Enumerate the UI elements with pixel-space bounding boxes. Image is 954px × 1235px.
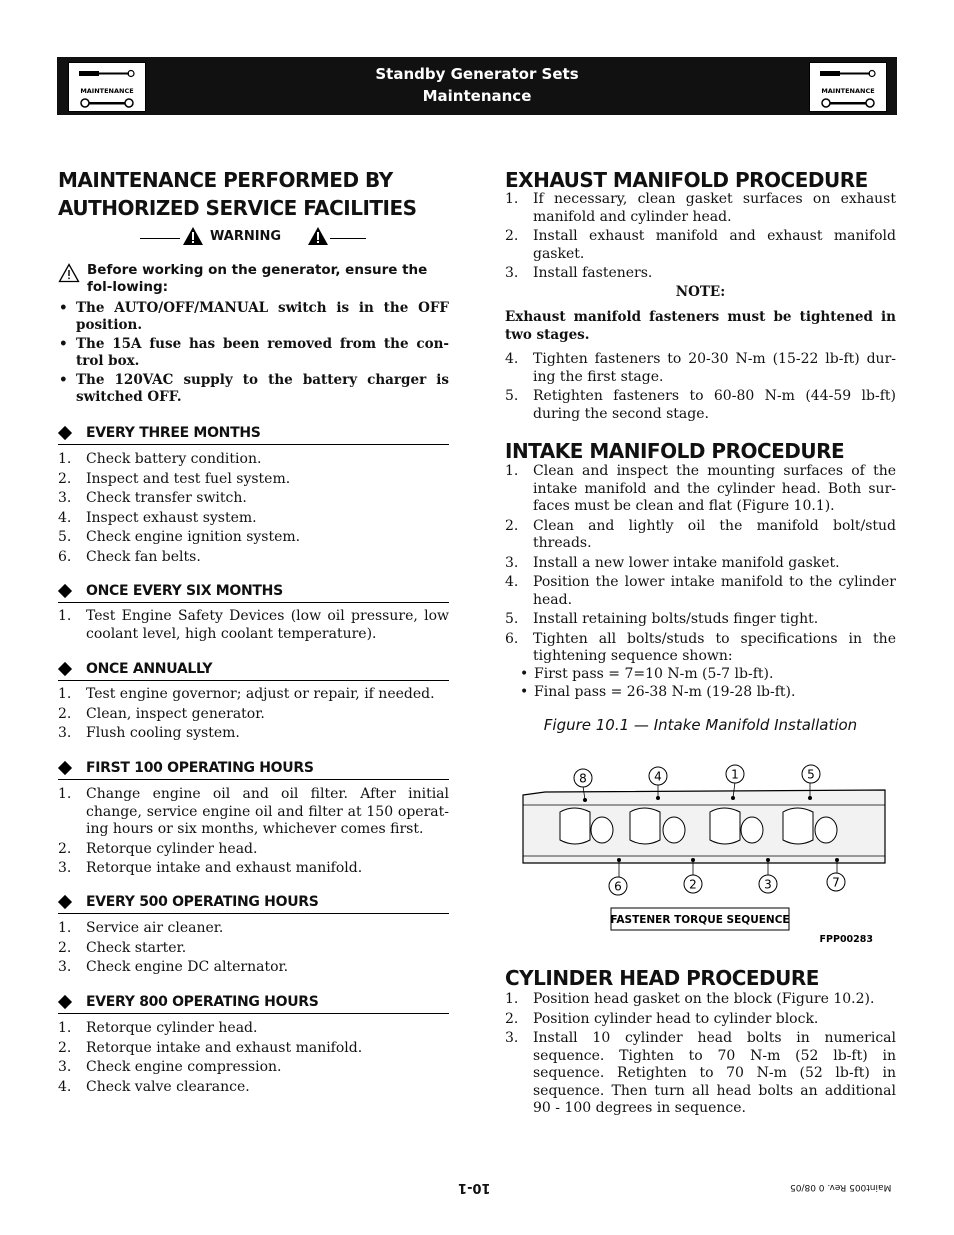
list-item: 2. Retorque intake and exhaust manifold. (58, 1039, 363, 1056)
diamond-bullet-icon (58, 761, 72, 775)
section-title: EVERY 500 OPERATING HOURS (86, 894, 319, 910)
callout-4 (649, 767, 667, 785)
callout-7 (827, 873, 845, 891)
section-heading-first-100-hours (58, 759, 449, 780)
note-title: NOTE: (675, 284, 726, 300)
exhaust-heading (505, 166, 896, 194)
section-heading-three-months (58, 424, 449, 445)
figure-code: FPP00283 (819, 934, 873, 945)
diamond-bullet-icon (58, 426, 72, 440)
list-item: 1. Test engine governor; adjust or repair, if needed. (58, 686, 435, 702)
fastener-torque-label: FASTENER TORQUE SEQUENCE (610, 914, 790, 926)
list-item: 5. Retighten fasteners to 60-80 N-m (44-59 lb-ft) during the second stage. (505, 388, 896, 422)
list-item: 1. Position head gasket on the block (Figure 10.2). (505, 991, 875, 1007)
svg-text:3: 3 (764, 877, 772, 892)
warning-text-body: Before working on the generator, ensure the fol-lowing: (87, 262, 428, 295)
torque-pass-list (520, 665, 795, 701)
diamond-bullet-icon (58, 995, 72, 1009)
maintenance-badge-right (809, 62, 887, 112)
figure-caption: Figure 10.1 — Intake Manifold Installation (543, 716, 858, 734)
list-item: 5. Install retaining bolts/studs finger tight. (505, 611, 819, 627)
page-number: 10-1 (458, 1180, 491, 1195)
warning-rule-right (330, 238, 366, 239)
left-heading (58, 166, 449, 222)
list-item: 3. Retorque intake and exhaust manifold. (58, 860, 363, 876)
diamond-bullet-icon (58, 895, 72, 909)
list-item: 2. Check starter. (58, 939, 187, 956)
heading-line1: MAINTENANCE PERFORMED BY (58, 168, 393, 192)
list-item: 2. Clean and lightly oil the manifold bolt/stud threads. (505, 517, 896, 551)
cylinder-title: CYLINDER HEAD PROCEDURE (505, 966, 819, 990)
warning-label: WARNING (210, 229, 282, 244)
cylinder-list (505, 991, 896, 1120)
intake-manifold-figure (505, 760, 896, 950)
annually-list (58, 686, 449, 745)
callout-3 (759, 875, 777, 893)
section-title: EVERY 800 OPERATING HOURS (86, 994, 319, 1010)
badge-label: MAINTENANCE (821, 87, 875, 95)
heading-line2: AUTHORIZED SERVICE FACILITIES (58, 196, 417, 220)
revision-code: Maint005 Rev. 0 08/05 (790, 1182, 892, 1192)
svg-text:2: 2 (689, 877, 697, 892)
warning-triangle-icon (307, 226, 329, 246)
list-item: • First pass = 7=10 N-m (5-7 lb-ft). (520, 665, 795, 683)
six-months-list (58, 608, 449, 645)
warning-rule-left (140, 238, 180, 239)
svg-text:7: 7 (832, 875, 840, 890)
exhaust-title: EXHAUST MANIFOLD PROCEDURE (505, 168, 868, 192)
warning-banner (140, 223, 370, 249)
warning-text (58, 262, 449, 296)
section-heading-500-hours (58, 893, 449, 914)
warning-bullet: • The 120VAC supply to the battery charger is switched OFF. (58, 372, 449, 406)
list-item: 2. Inspect and test fuel system. (58, 470, 291, 487)
warning-triangle-icon (182, 226, 204, 246)
callout-8 (574, 769, 592, 787)
list-item: 3. Install 10 cylinder head bolts in numerical sequence. Tighten to 70 N-m (52 lb-ft) in sequence. Retighten to 70 N-m (52 lb-ft) in sequence. Then turn all head bolts an additional 90 - 100 degrees in sequence. (505, 1030, 896, 1116)
list-item: 1. Clean and inspect the mounting surfaces of the intake manifold and the cylinder head. Both sur-faces must be clean and flat (Figure 10.1). (505, 463, 896, 514)
section-title: FIRST 100 OPERATING HOURS (86, 760, 314, 776)
svg-text:6: 6 (614, 879, 622, 894)
section-title: EVERY THREE MONTHS (86, 425, 261, 441)
list-item: 1. Change engine oil and oil filter. After initial change, service engine oil and filter at 150 operat-ing hours or six months, whichever comes first. (58, 786, 449, 837)
list-item: 1. Service air cleaner. (58, 920, 224, 936)
list-item: 3. Check engine DC alternator. (58, 959, 289, 975)
diamond-bullet-icon (58, 662, 72, 676)
list-item: 2. Clean, inspect generator. (58, 705, 265, 722)
section-heading-six-months (58, 582, 449, 603)
header-line2: Maintenance (422, 87, 532, 105)
warning-bullet: • The AUTO/OFF/MANUAL switch is in the OFF position. (58, 300, 449, 334)
diamond-bullet-icon (58, 584, 72, 598)
three-months-list (58, 451, 449, 568)
list-item: 3. Check transfer switch. (58, 490, 247, 506)
warning-bullets (58, 300, 449, 408)
section-title: ONCE EVERY SIX MONTHS (86, 583, 283, 599)
svg-text:8: 8 (579, 771, 587, 786)
warning-bullet: • The 15A fuse has been removed from the con-trol box. (58, 336, 449, 370)
section-title: ONCE ANNUALLY (86, 661, 213, 677)
exhaust-list-continued (505, 351, 896, 425)
list-item: 4. Tighten fasteners to 20-30 N-m (15-22 lb-ft) dur-ing the first stage. (505, 351, 896, 385)
intake-list (505, 463, 896, 668)
section-heading-annually (58, 660, 449, 681)
list-item: 4. Position the lower intake manifold to the cylinder head. (505, 574, 896, 608)
500-hours-list (58, 920, 449, 979)
svg-text:5: 5 (807, 767, 815, 782)
list-item: 3. Flush cooling system. (58, 725, 240, 741)
list-item: 3. Install a new lower intake manifold gasket. (505, 554, 840, 571)
intake-heading (505, 437, 896, 465)
list-item: 5. Check engine ignition system. (58, 529, 301, 545)
list-item: 2. Position cylinder head to cylinder block. (505, 1010, 819, 1027)
callout-2 (684, 875, 702, 893)
caution-triangle-icon (58, 263, 80, 283)
exhaust-list (505, 191, 896, 285)
badge-label: MAINTENANCE (80, 87, 134, 95)
list-item: 3. Install fasteners. (505, 265, 653, 281)
list-item: 6. Tighten all bolts/studs to specifications in the tightening sequence shown: (505, 630, 896, 664)
list-item: 1. Retorque cylinder head. (58, 1020, 258, 1036)
first-100-hours-list (58, 786, 449, 880)
page-header (57, 57, 897, 115)
list-item: 2. Install exhaust manifold and exhaust manifold gasket. (505, 228, 896, 262)
list-item: 6. Check fan belts. (58, 548, 201, 565)
cylinder-heading (505, 964, 896, 992)
svg-text:4: 4 (654, 769, 662, 784)
svg-text:1: 1 (731, 767, 739, 782)
callout-6 (609, 877, 627, 895)
list-item: 4. Inspect exhaust system. (58, 509, 257, 526)
intake-title: INTAKE MANIFOLD PROCEDURE (505, 439, 845, 463)
header-title (57, 63, 897, 107)
list-item: • Final pass = 26-38 N-m (19-28 lb-ft). (520, 683, 795, 701)
note-text: Exhaust manifold fasteners must be tightened in two stages. (505, 309, 896, 343)
list-item: 2. Retorque cylinder head. (58, 840, 258, 857)
list-item: 1. If necessary, clean gasket surfaces on exhaust manifold and cylinder head. (505, 191, 896, 225)
list-item: 4. Check valve clearance. (58, 1078, 250, 1095)
list-item: 3. Check engine compression. (58, 1059, 282, 1075)
callout-1 (726, 765, 744, 783)
list-item: 1. Test Engine Safety Devices (low oil pressure, low coolant level, high coolant temperature). (58, 608, 449, 642)
section-heading-800-hours (58, 993, 449, 1014)
callout-5 (802, 765, 820, 783)
list-item: 1. Check battery condition. (58, 451, 262, 467)
header-line1: Standby Generator Sets (375, 65, 579, 83)
800-hours-list (58, 1020, 449, 1098)
